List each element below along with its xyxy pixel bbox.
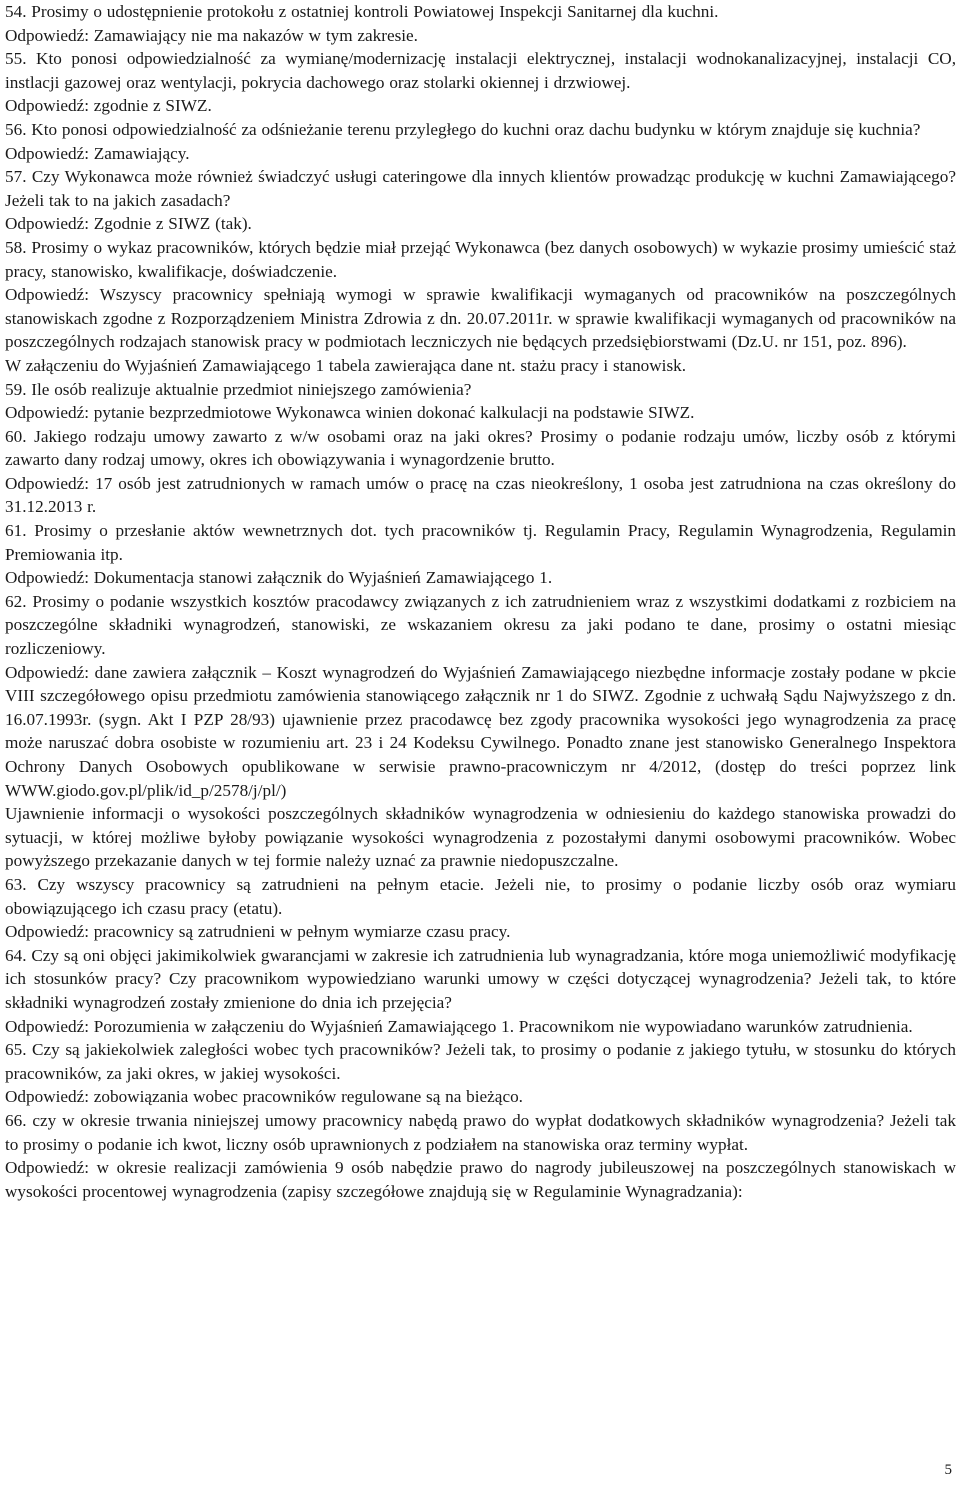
document-body <box>5 0 956 1203</box>
paragraph-q66: 66. czy w okresie trwania niniejszej umowy pracownicy nabędą prawo do wypłat dodatkowych składników wynagrodzenia? Jeżeli tak to prosimy o podanie ich kwot, liczny osób uprawnionych z podziałem na stanowiska oraz terminy wypłat. <box>5 1110 956 1154</box>
paragraph-a62: Odpowiedź: dane zawiera załącznik – Koszt wynagrodzeń do Wyjaśnień Zamawiającego niezbędne informacje zostały podane w pkcie VIII szczegółowego opisu przedmiotu zamówienia stanowiącego załącznik nr 1 do SIWZ. Zgodnie z uchwałą Sądu Najwyższego z dn. 16.07.1993r. (sygn. Akt I PZP 28/93) ujawnienie przez pracodawcę bez zgody pracownika wysokości jego wynagrodzenia za pracę może naruszać dobra osobiste w rozumieniu art. 23 i 24 Kodeksu Cywilnego. Ponadto znane jest stanowisko Generalnego Inspektora Ochrony Danych Osobowych opublikowane w serwisie prawno-pracowniczym nr 4/2012, (dostęp do treści poprzez link WWW.giodo.gov.pl/plik/id_p/2578/j/pl/) <box>5 662 956 800</box>
paragraph-q61: 61. Prosimy o przesłanie aktów wewnetrznych dot. tych pracowników tj. Regulamin Pracy, Regulamin Wynagrodzenia, Regulamin Premiowania itp. <box>5 521 956 564</box>
paragraph-q59: 59. Ile osób realizuje aktualnie przedmiot niniejszego zamówienia? <box>5 379 472 399</box>
paragraph-a65: Odpowiedź: zobowiązania wobec pracowników regulowane są na bieżąco. <box>5 1087 523 1107</box>
paragraph-q57: 57. Czy Wykonawca może również świadczyć usługi cateringowe dla innych klientów prowadząc produkcję w kuchni Zamawiającego? Jeżeli tak to na jakich zasadach? <box>5 167 956 210</box>
paragraph-q56: 56. Kto ponosi odpowiedzialność za odśnieżanie terenu przyległego do kuchni oraz dachu budynku w którym znajduje się kuchnia? <box>5 119 921 139</box>
paragraph-a66: Odpowiedź: w okresie realizacji zamówienia 9 osób nabędzie prawo do nagrody jubileuszowej na poszczególnych stanowiskach w wysokości procentowej wynagrodzenia (zapisy szczegółowe znajdują się w Regulaminie Wynagradzania): <box>5 1158 956 1201</box>
paragraph-q65: 65. Czy są jakiekolwiek zaległości wobec tych pracowników? Jeżeli tak, to prosimy o podanie z jakiego tytułu, w stosunku do których pracowników, za jaki okres, w jakiej wysokości. <box>5 1040 956 1083</box>
paragraph-a57: Odpowiedź: Zgodnie z SIWZ (tak). <box>5 214 252 234</box>
paragraph-q60: 60. Jakiego rodzaju umowy zawarto z w/w osobami oraz na jaki okres? Prosimy o podanie rodzaju umów, liczby osób z którymi zawarto dany rodzaj umowy, okres ich obowiązywania i wynagordzenie brutto. <box>5 426 956 470</box>
paragraph-q58: 58. Prosimy o wykaz pracowników, których będzie miał przejąć Wykonawca (bez danych osobowych) w wykazie prosimy umieścić staż pracy, stanowisko, kwalifikacje, doświadczenie. <box>5 237 956 281</box>
paragraph-a55: Odpowiedź: zgodnie z SIWZ. <box>5 96 212 116</box>
paragraph-a62-continued: Ujawnienie informacji o wysokości poszczególnych składników wynagrodzenia w odniesieniu do każdego stanowiska prowadzi do sytuacji, w której możliwe byłoby powiązanie wysokości wynagrodzenia z pozostałymi danymi osobowymi pracowników. Wobec powyższego przekazanie danych w tej formie należy uznać za prawnie niedopuszczalne. <box>5 804 956 871</box>
paragraph-a63: Odpowiedź: pracownicy są zatrudnieni w pełnym wymiarze czasu pracy. <box>5 922 511 942</box>
paragraph-a64: Odpowiedź: Porozumienia w załączeniu do Wyjaśnień Zamawiającego 1. Pracownikom nie wypowiadano warunków zatrudnienia. <box>5 1016 913 1036</box>
paragraph-q64: 64. Czy są oni objęci jakimikolwiek gwarancjami w zakresie ich zatrudnienia lub wynagradzania, które moga uniemożliwić modyfikację ich stosunków pracy? Czy pracownikom wypowiedziano warunki umowy w części dotyczącej wynagrodzenia? Jeżeli tak, to które składniki wynagrodzeń zostały zmienione do dnia ich przejęcia? <box>5 945 956 1012</box>
paragraph-a54: Odpowiedź: Zamawiający nie ma nakazów w tym zakresie. <box>5 25 418 45</box>
paragraph-a61: Odpowiedź: Dokumentacja stanowi załącznik do Wyjaśnień Zamawiającego 1. <box>5 568 553 588</box>
paragraph-q55: 55. Kto ponosi odpowiedzialność za wymianę/modernizację instalacji elektrycznej, instalacji wodnokanalizacyjnej, instalacji CO, instlacji gazowej oraz wentylacji, pokrycia dachowego oraz stolarki okiennej i drzwiowej. <box>5 49 956 92</box>
paragraph-a58-attachment: W załączeniu do Wyjaśnień Zamawiającego 1 tabela zawierająca dane nt. stażu pracy i stanowisk. <box>5 355 687 375</box>
paragraph-q54: 54. Prosimy o udostępnienie protokołu z ostatniej kontroli Powiatowej Inspekcji Sanitarnej dla kuchni. <box>5 2 719 21</box>
paragraph-a58: Odpowiedź: Wszyscy pracownicy spełniają wymogi w sprawie kwalifikacji wymaganych od pracowników na poszczególnych stanowiskach zgodne z Rozporządzeniem Ministra Zdrowia z dn. 20.07.2011r. w sprawie kwalifikacji wymaganych od pracowników na poszczególnych rodzajach stanowisk pracy w podmiotach leczniczych nie będących przedsiębiorstwami (Dz.U. nr 151, poz. 896). <box>5 285 956 352</box>
paragraph-q63: 63. Czy wszyscy pracownicy są zatrudnieni na pełnym etacie. Jeżeli nie, to prosimy o podanie liczby osób oraz wymiaru obowiązującego ich czasu pracy (etatu). <box>5 874 956 918</box>
paragraph-a56: Odpowiedź: Zamawiający. <box>5 143 190 163</box>
paragraph-a59: Odpowiedź: pytanie bezprzedmiotowe Wykonawca winien dokonać kalkulacji na podstawie SIWZ. <box>5 403 695 423</box>
paragraph-q62: 62. Prosimy o podanie wszystkich kosztów pracodawcy związanych z ich zatrudnieniem wraz z wszystkimi dodatkami z rozbiciem na poszczególne składniki wynagrodzeń, stanowiski, ze wskazaniem okresu za jaki podano te dane, prosimy o ostatni miesiąc rozliczeniowy. <box>5 591 956 659</box>
paragraph-a60: Odpowiedź: 17 osób jest zatrudnionych w ramach umów o pracę na czas nieokreślony, 1 osoba jest zatrudniona na czas określony do 31.12.2013 r. <box>5 473 956 517</box>
page-number: 5 <box>944 1462 952 1478</box>
